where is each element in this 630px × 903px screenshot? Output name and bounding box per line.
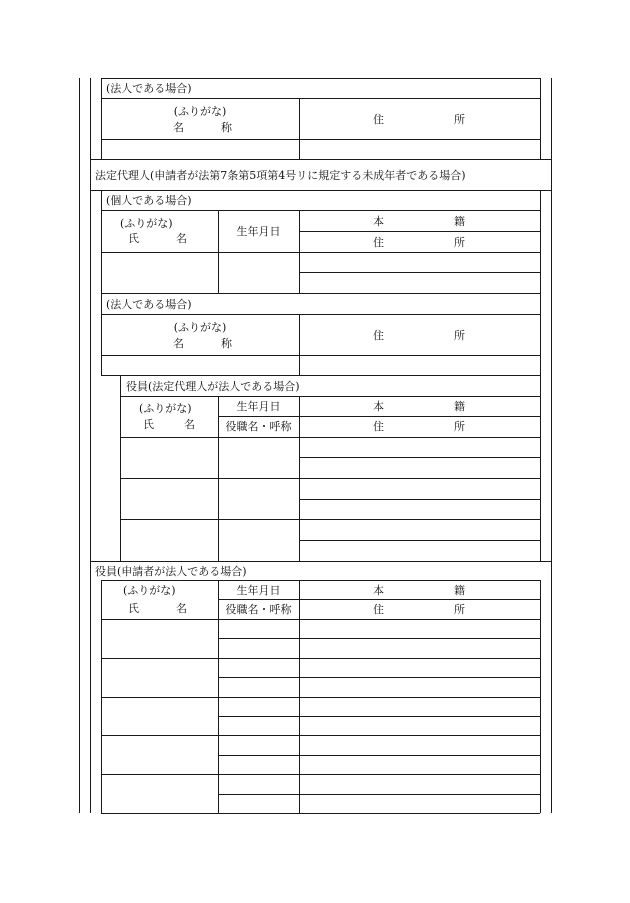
individual-title: (個人である場合): [106, 194, 192, 207]
name-char-1: 氏: [143, 418, 154, 431]
outer-left-border-1: [79, 78, 80, 813]
domicile-char-1: 本: [373, 584, 384, 597]
birthdate-label: 生年月日: [236, 225, 281, 238]
address-label: [373, 113, 465, 126]
officer-domicile-cell[interactable]: [300, 438, 540, 457]
rule: [101, 580, 540, 581]
corporation-title: (法人である場合): [106, 298, 192, 311]
rule: [101, 293, 540, 294]
domicile-label: [373, 584, 465, 597]
address-char-1: 住: [373, 603, 384, 616]
address-label: [373, 329, 465, 342]
furigana-label: (ふりがな): [173, 105, 227, 118]
section-divider: [90, 561, 551, 562]
officer-name-cell[interactable]: [121, 479, 218, 519]
officer-birthdate-cell[interactable]: [219, 438, 299, 478]
officer-name-cell[interactable]: [121, 438, 218, 478]
address-char-2: 所: [454, 236, 465, 249]
rule: [101, 98, 540, 99]
rule: [540, 190, 541, 561]
furigana-label: (ふりがな): [123, 584, 176, 597]
officer-birthdate-cell[interactable]: [219, 659, 299, 677]
section-divider: [90, 190, 551, 191]
rule: [120, 396, 540, 397]
outer-right-border: [551, 78, 552, 813]
officer-name-cell[interactable]: [102, 659, 218, 697]
address-label: [373, 420, 465, 433]
officer-address-cell[interactable]: [300, 795, 540, 813]
officer-address-cell[interactable]: [300, 500, 540, 519]
domicile-char-1: 本: [373, 215, 384, 228]
name-input-cell[interactable]: [102, 356, 299, 375]
officer-position-cell[interactable]: [219, 717, 299, 735]
officer-address-cell[interactable]: [300, 458, 540, 478]
name-label: [128, 232, 187, 245]
corp-section-title: (法人である場合): [106, 82, 192, 95]
officer-birthdate-cell[interactable]: [219, 620, 299, 638]
name-label: [173, 121, 232, 134]
rule: [218, 416, 540, 417]
address-char-2: 所: [454, 420, 465, 433]
name-char-1: 氏: [128, 602, 139, 615]
address-input-cell[interactable]: [300, 273, 540, 293]
address-char-2: 所: [454, 329, 465, 342]
outer-left-border-2: [90, 78, 91, 813]
furigana-label: (ふりがな): [120, 217, 173, 230]
officer-birthdate-cell[interactable]: [219, 479, 299, 519]
rule: [540, 580, 541, 813]
officer-position-cell[interactable]: [219, 756, 299, 774]
address-label: [373, 236, 465, 249]
name-char-2: 名: [176, 232, 187, 245]
officer-address-cell[interactable]: [300, 756, 540, 774]
address-char-1: 住: [373, 236, 384, 249]
officer-name-cell[interactable]: [121, 520, 218, 561]
rule: [101, 314, 540, 315]
position-label: 役職名・呼称: [225, 420, 292, 433]
officer-birthdate-cell[interactable]: [219, 736, 299, 755]
officer-name-cell[interactable]: [102, 698, 218, 735]
name-char-2: 称: [221, 337, 232, 350]
domicile-char-1: 本: [373, 400, 384, 413]
name-label: [173, 337, 232, 350]
rule: [101, 78, 540, 79]
officer-domicile-cell[interactable]: [300, 520, 540, 540]
address-input-cell[interactable]: [300, 356, 540, 375]
domicile-char-2: 籍: [454, 584, 465, 597]
address-char-2: 所: [454, 113, 465, 126]
name-input-cell[interactable]: [102, 253, 218, 293]
birthdate-label: 生年月日: [236, 584, 281, 597]
name-char-1: 名: [173, 121, 184, 134]
legal-rep-heading: 法定代理人(申請者が法第7条第5項第4号リに規定する未成年者である場合): [95, 169, 466, 182]
rule: [218, 599, 540, 600]
name-char-2: 称: [221, 121, 232, 134]
section-divider: [90, 159, 551, 160]
applicant-officers-heading: 役員(申請者が法人である場合): [95, 565, 247, 578]
address-label: [373, 603, 465, 616]
officer-domicile-cell[interactable]: [300, 736, 540, 755]
officer-domicile-cell[interactable]: [300, 698, 540, 716]
name-input-cell[interactable]: [102, 140, 299, 159]
domicile-char-2: 籍: [454, 400, 465, 413]
domicile-label: [373, 215, 465, 228]
officer-position-cell[interactable]: [219, 678, 299, 697]
officer-domicile-cell[interactable]: [300, 775, 540, 794]
domicile-input-cell[interactable]: [300, 253, 540, 272]
birthdate-label: 生年月日: [236, 400, 281, 413]
address-char-1: 住: [373, 420, 384, 433]
furigana-label: (ふりがな): [139, 402, 192, 415]
name-char-1: 氏: [128, 232, 139, 245]
rule: [101, 210, 540, 211]
officer-domicile-cell[interactable]: [300, 479, 540, 499]
officer-position-cell[interactable]: [219, 639, 299, 658]
officer-address-cell[interactable]: [300, 717, 540, 735]
address-char-2: 所: [454, 603, 465, 616]
address-input-cell[interactable]: [300, 140, 540, 159]
officer-position-cell[interactable]: [219, 795, 299, 813]
officer-address-cell[interactable]: [300, 541, 540, 561]
officer-domicile-cell[interactable]: [300, 620, 540, 638]
domicile-label: [373, 400, 465, 413]
officer-address-cell[interactable]: [300, 639, 540, 658]
name-char-2: 名: [176, 602, 187, 615]
officer-address-cell[interactable]: [300, 678, 540, 697]
name-label: [143, 418, 195, 431]
domicile-char-2: 籍: [454, 215, 465, 228]
rule: [101, 375, 540, 376]
officer-name-cell[interactable]: [102, 775, 218, 813]
rule: [540, 78, 541, 159]
address-char-1: 住: [373, 329, 384, 342]
name-char-1: 名: [173, 337, 184, 350]
officer-name-cell[interactable]: [102, 736, 218, 774]
position-label: 役職名・呼称: [225, 603, 292, 616]
officers-title: 役員(法定代理人が法人である場合): [126, 380, 300, 393]
rule: [101, 813, 540, 814]
officer-name-cell[interactable]: [102, 620, 218, 658]
birthdate-input-cell[interactable]: [219, 253, 299, 293]
name-char-2: 名: [184, 418, 195, 431]
officer-birthdate-cell[interactable]: [219, 775, 299, 794]
furigana-label: (ふりがな): [173, 321, 227, 334]
address-char-1: 住: [373, 113, 384, 126]
rule: [299, 231, 540, 232]
officer-birthdate-cell[interactable]: [219, 698, 299, 716]
officer-domicile-cell[interactable]: [300, 659, 540, 677]
officer-birthdate-cell[interactable]: [219, 520, 299, 561]
name-label: [128, 602, 187, 615]
